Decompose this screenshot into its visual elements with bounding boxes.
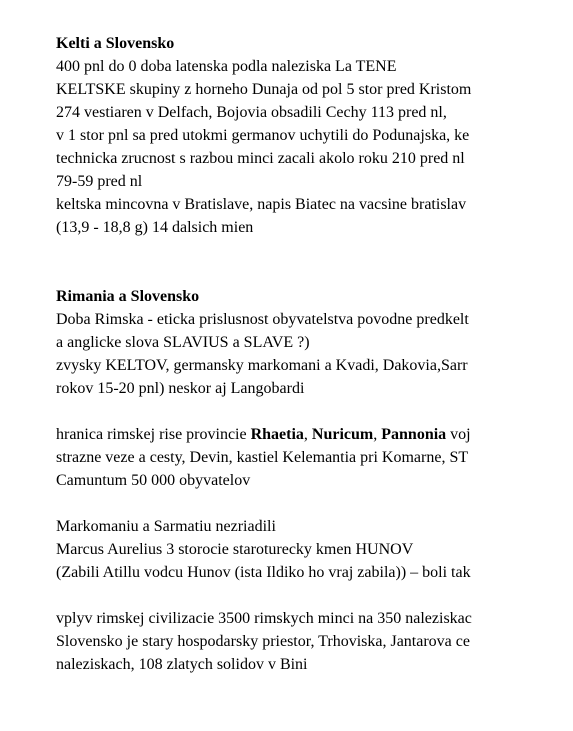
text-line: strazne veze a cesty, Devin, kastiel Kelemantia pri Komarne, ST [56,449,469,466]
text-line: technicka zrucnost s razbou minci zacali akolo roku 210 pred nl [56,150,465,167]
paragraph-gap [56,492,573,515]
text-line: rokov 15-20 pnl) neskor aj Langobardi [56,380,305,397]
text-line: Slovensko je stary hospodarsky priestor, Trhoviska, Jantarova ce [56,633,470,650]
text-line: (Zabili Atillu vodcu Hunov (ista Ildiko ho vraj zabila)) – boli tak [56,564,471,581]
text-line: keltska mincovna v Bratislave, napis Biatec na vacsine bratislav [56,196,467,213]
text-line: Marcus Aurelius 3 storocie staroturecky kmen HUNOV [56,541,414,558]
section-heading-kelti: Kelti a Slovensko [56,35,175,52]
paragraph-gap [56,400,573,423]
provinces-suffix: voj [446,426,471,443]
text-line: Doba Rimska - eticka prislusnost obyvatelstva povodne predkelt [56,311,469,328]
province-rhaetia: Rhaetia [250,426,304,443]
text-line: 400 pnl do 0 doba latenska podla naleziska La TENE [56,58,397,75]
text-line: Camuntum 50 000 obyvatelov [56,472,251,489]
text-line: Markomaniu a Sarmatiu nezriadili [56,518,276,535]
text-line: a anglicke slova SLAVIUS a SLAVE ?) [56,334,310,351]
province-nuricum: Nuricum [311,426,374,443]
text-line: 79-59 pred nl [56,173,143,190]
text-line: 274 vestiaren v Delfach, Bojovia obsadili Cechy 113 pred nl, [56,104,447,121]
text-line: v 1 stor pnl sa pred utokmi germanov uchytili do Podunajska, ke [56,127,470,144]
paragraph-gap [56,584,573,607]
text-line: KELTSKE skupiny z horneho Dunaja od pol 5 stor pred Kristom [56,81,472,98]
document-page [56,32,573,676]
text-line: zvysky KELTOV, germansky markomani a Kvadi, Dakovia,Sarr [56,357,468,374]
text-line: naleziskach, 108 zlatych solidov v Bini [56,656,308,673]
section-heading-rimania: Rimania a Slovensko [56,288,200,305]
provinces-line: hranica rimskej rise provincie Rhaetia, Nuricum, Pannonia voj [56,426,471,443]
provinces-prefix: hranica rimskej rise provincie [56,426,251,443]
paragraph-gap [56,239,573,285]
text-line: (13,9 - 18,8 g) 14 dalsich mien [56,219,254,236]
province-pannonia: Pannonia [381,426,447,443]
text-line: vplyv rimskej civilizacie 3500 rimskych minci na 350 naleziskac [56,610,472,627]
